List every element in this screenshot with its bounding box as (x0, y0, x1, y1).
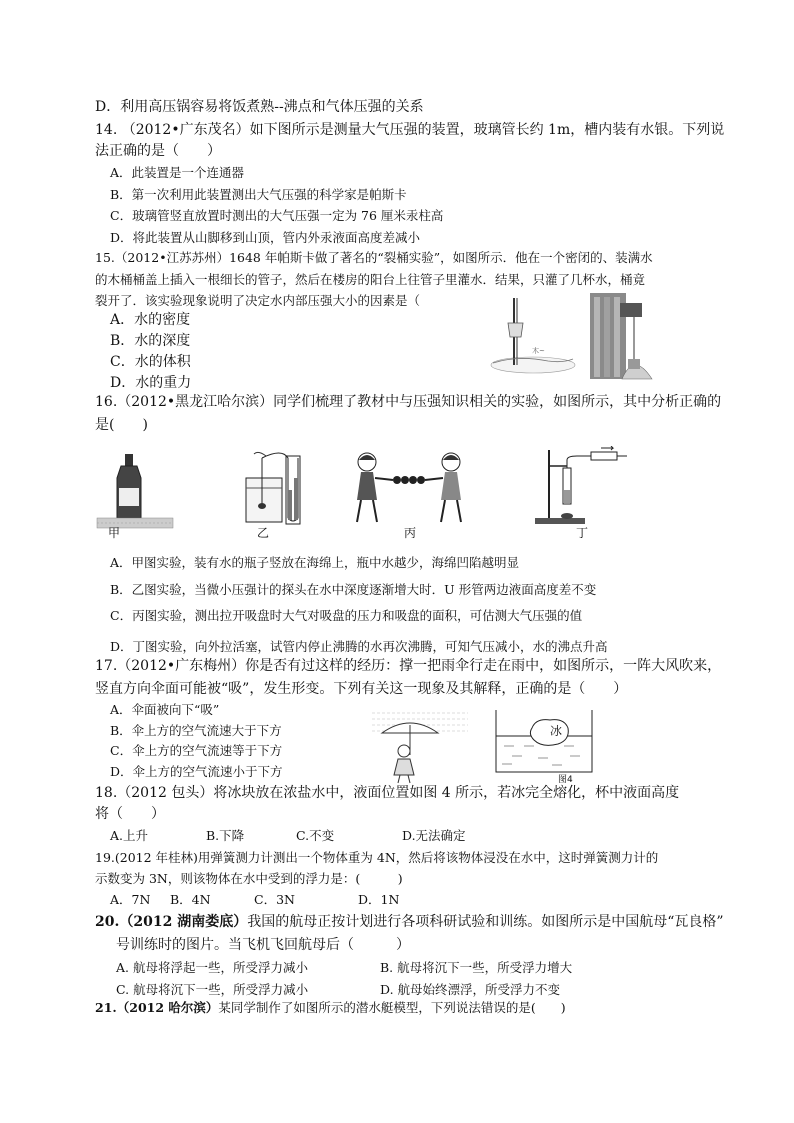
q14-option-b: B．第一次利用此装置测出大气压强的科学家是帕斯卡 (110, 187, 407, 202)
q20-option-d: D. 航母始终漂浮，所受浮力不变 (380, 982, 561, 997)
q17-option-d: D．伞上方的空气流速小于下方 (110, 764, 283, 779)
barrel-tube-figure (488, 293, 578, 378)
umbrella-person-figure (370, 705, 470, 785)
q15-stem-line1: 15.（2012•江苏苏州）1648 年帕斯卡做了著名的“裂桶实验”，如图所示．他在一个密闭的、装满水 (95, 250, 653, 265)
q14-stem-line1: 14. （2012•广东茂名）如下图所示是测量大气压强的装置，玻璃管长约 1m，槽内装有水银。下列说 (95, 122, 725, 138)
pressure-gauge-figure (232, 448, 312, 528)
q19-option-a: A．7N (110, 892, 151, 907)
q15-option-a: A．水的密度 (110, 312, 191, 328)
fig-label-bing: 丙 (404, 526, 417, 540)
fig-label-ding: 丁 (576, 526, 589, 540)
q13-option-d: D．利用高压锅容易将饭煮熟--沸点和气体压强的关系 (95, 99, 424, 115)
q17-stem-line2: 竖直方向伞面可能被“吸”，发生形变。下列有关这一现象及其解释，正确的是（ ） (95, 681, 628, 697)
q15-option-b: B．水的深度 (110, 333, 191, 349)
q15-stem-line3: 裂开了．该实验现象说明了决定水内部压强大小的因素是（ (95, 293, 421, 308)
q20-option-c: C. 航母将沉下一些，所受浮力减小 (116, 982, 309, 997)
q18-option-a: A.上升 (110, 828, 149, 843)
q21-stem-text: 某同学制作了如图所示的潜水艇模型，下列说法错误的是( ) (218, 1000, 566, 1015)
q16-option-b: B．乙图实验，当微小压强计的探头在水中深度逐渐增大时．U 形管两边液面高度差不变 (110, 582, 597, 597)
q21-stem (95, 998, 566, 1018)
q14-option-d: D．将此装置从山脚移到山顶，管内外汞液面高度差减小 (110, 230, 421, 245)
q19-option-d: D．1N (358, 892, 400, 907)
q14-option-a: A．此装置是一个连通器 (110, 165, 245, 180)
q21-number: 21.（2012 哈尔滨） (95, 1000, 219, 1015)
q16-option-c: C．丙图实验，测出拉开吸盘时大气对吸盘的压力和吸盘的面积，可估测大气压强的值 (110, 608, 583, 623)
q18-stem-line1: 18.（2012 包头）将冰块放在浓盐水中，液面位置如图 4 所示，若冰完全熔化，杯中液面高度 (95, 785, 680, 801)
q18-option-c: C.不变 (296, 828, 335, 843)
q18-option-d: D.无法确定 (402, 828, 466, 843)
q18-stem-line2: 将（ ） (95, 806, 165, 822)
q17-option-a: A．伞面被向下“吸” (110, 702, 220, 717)
q19-option-c: C．3N (254, 892, 295, 907)
q15-option-c: C．水的体积 (110, 354, 191, 370)
ice-in-saltwater-figure (492, 708, 596, 774)
q17-option-b: B．伞上方的空气流速大于下方 (110, 723, 282, 738)
q19-options (110, 890, 399, 910)
q20-stem-line2: 号训练时的图片。当飞机飞回航母后（ ） (116, 937, 410, 953)
q16-stem-line1: 16.（2012•黑龙江哈尔滨）同学们梳理了教材中与压强知识相关的实验，如图所示，其中分析正确的 (95, 394, 722, 410)
q19-stem-line2: 示数变为 3N，则该物体在水中受到的浮力是：( ) (95, 871, 403, 886)
q14-stem-line2: 法正确的是（ ） (95, 143, 221, 159)
figure-4-label: 图4 (558, 775, 573, 785)
svg-text:木~: 木~ (532, 347, 545, 355)
q20-stem-text: 我国的航母正按计划进行各项科研试验和训练。如图所示是中国航母“瓦良格” (247, 914, 724, 930)
syringe-boiling-figure (531, 446, 631, 528)
fig-label-jia: 甲 (108, 526, 121, 540)
q15-option-d: D．水的重力 (110, 375, 192, 391)
ice-label: 冰 (550, 724, 563, 738)
q19-stem-line1: 19.(2012 年桂林)用弹簧测力计测出一个物体重为 4N，然后将该物体浸没在水中，这时弹簧测力计的 (95, 850, 659, 865)
q20-option-a: A. 航母将浮起一些，所受浮力减小 (116, 960, 308, 975)
q15-stem-line2: 的木桶桶盖上插入一根细长的管子，然后在楼房的阳台上往管子里灌水．结果，只灌了几杯水，桶竟 (95, 272, 646, 287)
q20-number: 20.（2012 湖南娄底） (95, 914, 248, 930)
q16-option-d: D．丁图实验，向外拉活塞，试管内停止沸腾的水再次沸腾，可知气压减小，水的沸点升高 (110, 639, 608, 654)
house-barrel-figure (590, 293, 656, 381)
q16-option-a: A．甲图实验，装有水的瓶子竖放在海绵上，瓶中水越少，海绵凹陷越明显 (110, 555, 520, 570)
q19-option-b: B．4N (170, 892, 211, 907)
q18-options (110, 826, 466, 846)
q16-stem-line2: 是( ) (95, 417, 148, 433)
suction-cup-pull-figure (347, 448, 472, 528)
q20-stem-line1 (95, 912, 724, 932)
fig-label-yi: 乙 (257, 526, 270, 540)
q17-option-c: C．伞上方的空气流速等于下方 (110, 743, 283, 758)
q18-option-b: B.下降 (206, 828, 245, 843)
q20-option-b: B. 航母将沉下一些，所受浮力增大 (380, 960, 573, 975)
q14-option-c: C．玻璃管竖直放置时测出的大气压强一定为 76 厘米汞柱高 (110, 208, 444, 223)
bottle-on-sponge-figure (95, 448, 175, 533)
q17-stem-line1: 17.（2012•广东梅州）你是否有过这样的经历：撑一把雨伞行走在雨中，如图所示，一阵大风吹来， (95, 658, 722, 674)
